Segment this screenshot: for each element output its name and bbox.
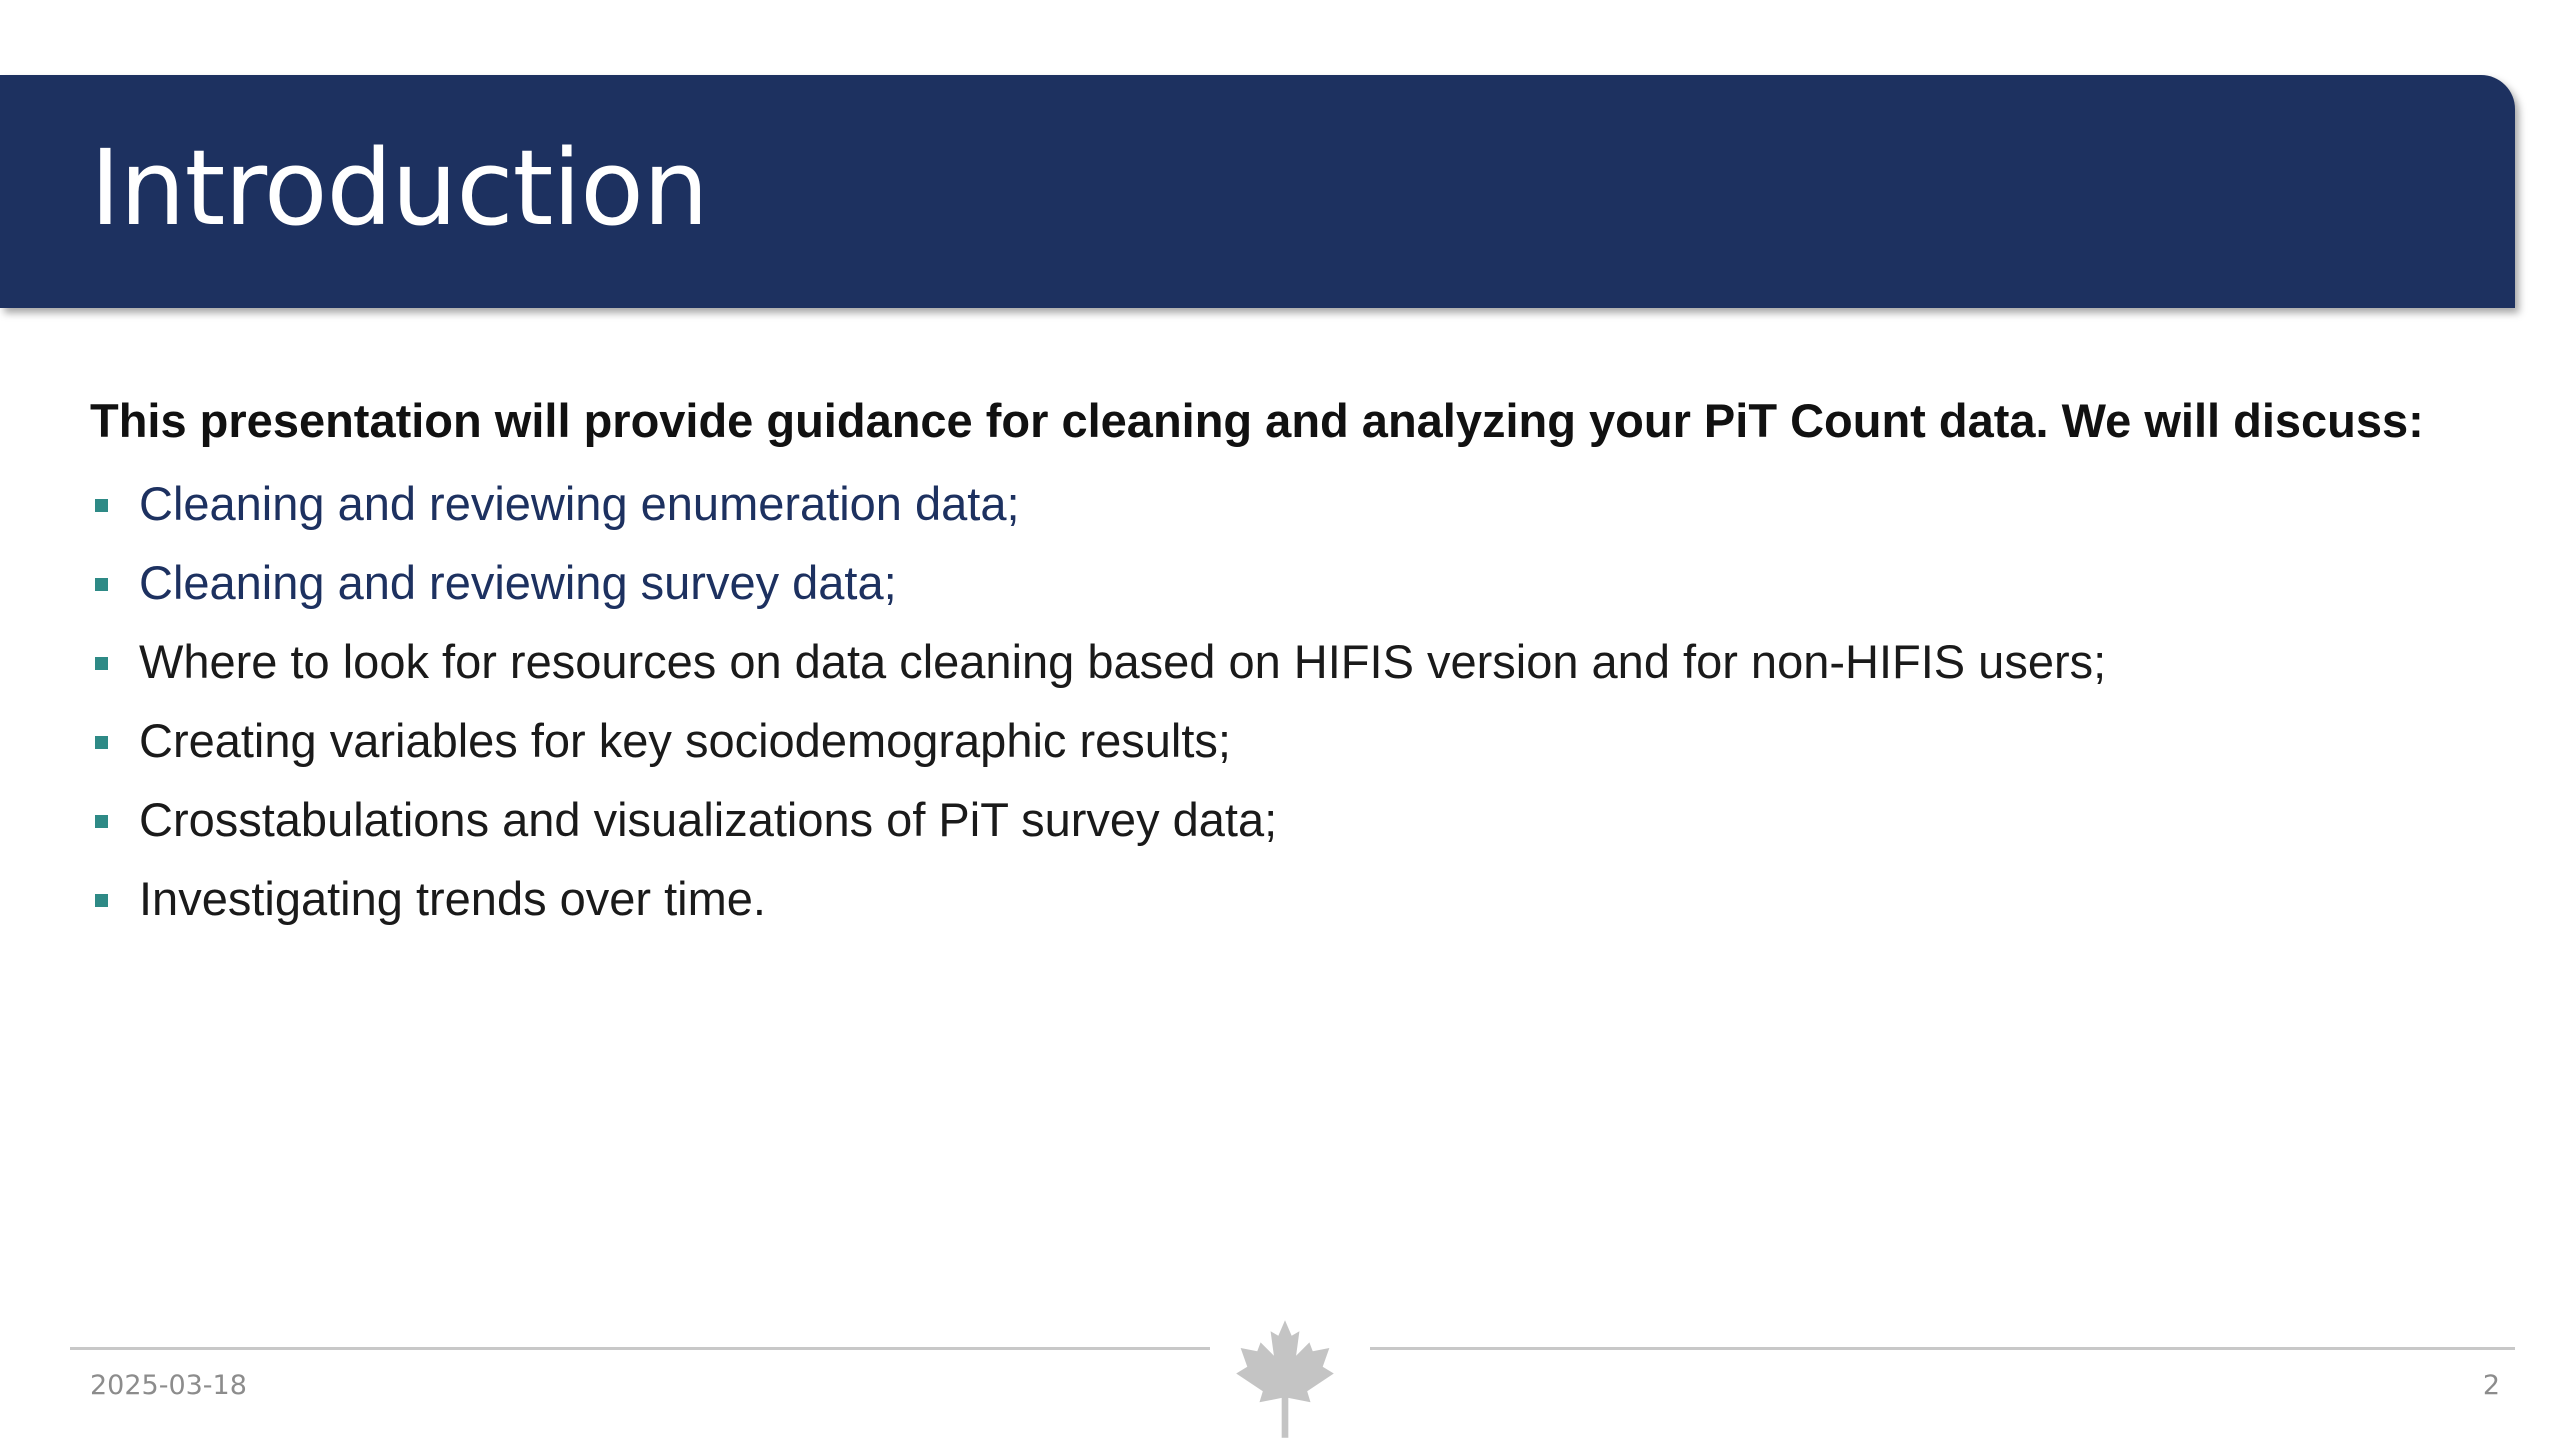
footer-divider-left <box>70 1347 1210 1350</box>
bullet-text: Where to look for resources on data cleaning based on HIFIS version and for non-HIFIS users; <box>139 635 2107 688</box>
footer-date: 2025-03-18 <box>90 1370 247 1401</box>
bullet-item-resources <box>90 627 2440 706</box>
bullet-item-enumeration[interactable] <box>90 469 2440 548</box>
slide-title: Introduction <box>90 127 708 249</box>
bullet-square-icon <box>95 815 108 828</box>
bullet-item-crosstabs <box>90 785 2440 864</box>
lead-paragraph: This presentation will provide guidance for cleaning and analyzing your PiT Count data. We will discuss: <box>90 394 2424 447</box>
bullet-item-survey[interactable] <box>90 548 2440 627</box>
bullet-item-trends <box>90 864 2440 943</box>
bullet-square-icon <box>95 736 108 749</box>
bullet-square-icon <box>95 578 108 591</box>
bullet-square-icon <box>95 499 108 512</box>
bullet-item-variables <box>90 706 2440 785</box>
slide-content <box>90 395 2440 943</box>
bullet-square-icon <box>95 894 108 907</box>
bullet-list <box>90 469 2440 943</box>
page-number: 2 <box>2482 1370 2500 1401</box>
bullet-text: Creating variables for key sociodemographic results; <box>139 714 1231 767</box>
maple-leaf-icon <box>1228 1318 1342 1440</box>
footer-divider-right <box>1370 1347 2515 1350</box>
bullet-text: Investigating trends over time. <box>139 872 766 925</box>
bullet-text: Cleaning and reviewing survey data; <box>139 556 897 609</box>
bullet-text: Cleaning and reviewing enumeration data; <box>139 477 1020 530</box>
bullet-text: Crosstabulations and visualizations of PiT survey data; <box>139 793 1278 846</box>
bullet-square-icon <box>95 657 108 670</box>
